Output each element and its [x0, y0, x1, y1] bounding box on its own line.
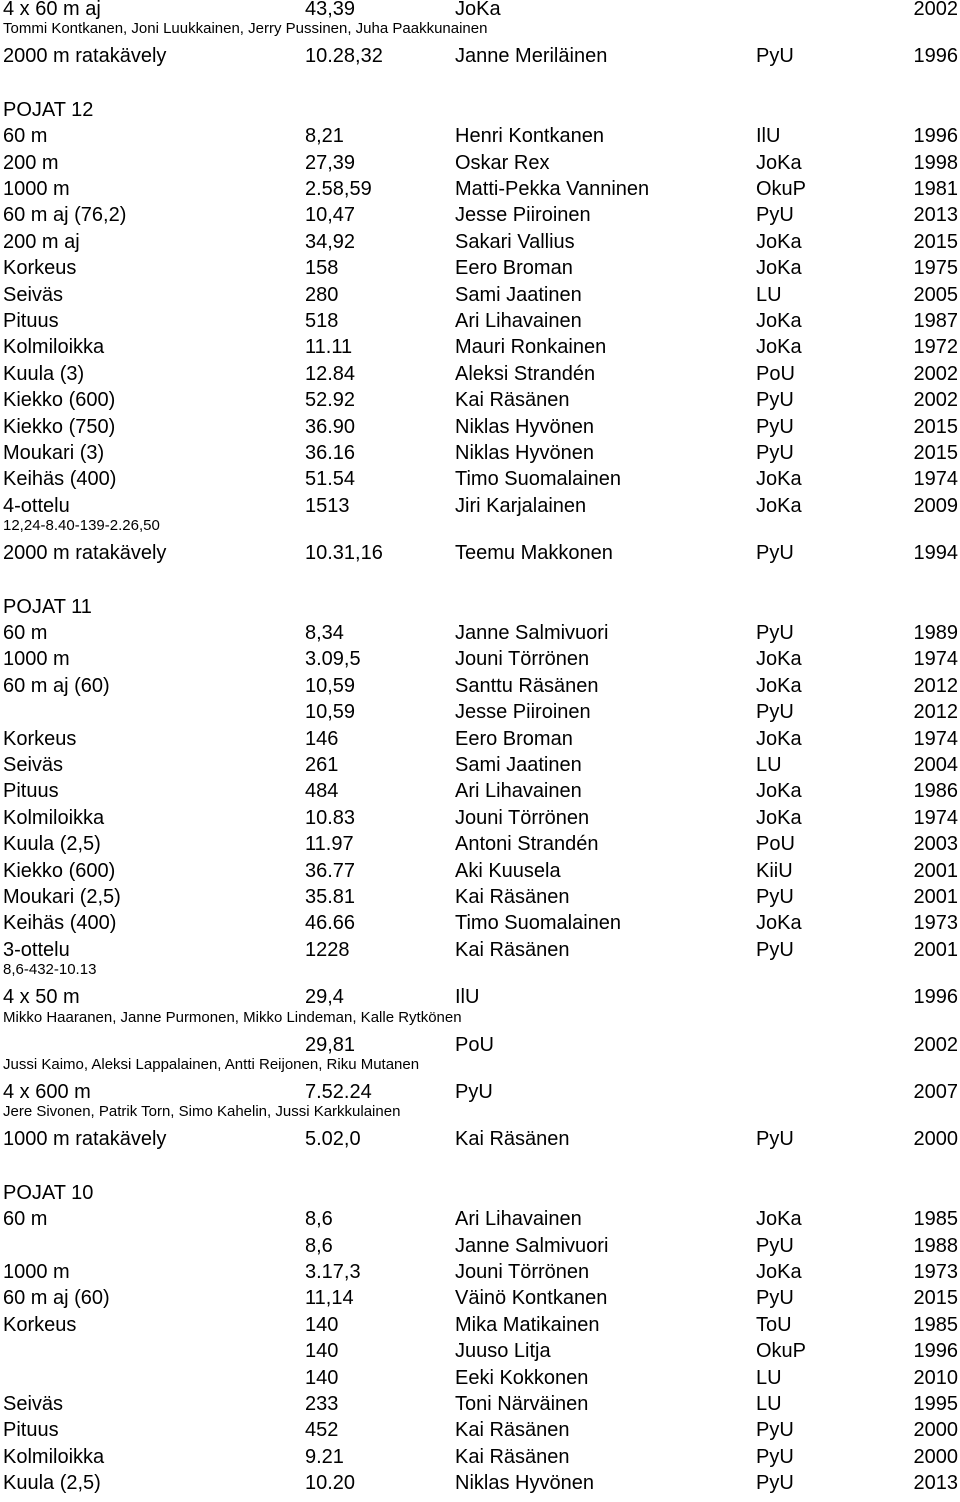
section-heading: POJAT 10 — [3, 1181, 94, 1204]
record-row — [0, 1126, 960, 1152]
record-row — [0, 1417, 960, 1443]
club-cell: LU — [756, 1393, 782, 1415]
club-cell: PyU — [756, 1445, 794, 1468]
athlete-cell: Santtu Räsänen — [455, 674, 599, 697]
club-cell: PyU — [756, 886, 794, 908]
record-row — [0, 1206, 960, 1232]
result-cell: 10.28,32 — [305, 45, 383, 68]
athlete-cell: Janne Meriläinen — [455, 45, 608, 68]
section-heading: POJAT 11 — [3, 595, 92, 618]
club-cell: JoKa — [756, 336, 802, 359]
result-cell: 27,39 — [305, 151, 356, 174]
record-row — [0, 440, 960, 466]
event-cell: 60 m — [3, 622, 48, 644]
record-row — [0, 1285, 960, 1311]
athlete-cell: Matti-Pekka Vanninen — [455, 178, 650, 200]
result-cell: 51.54 — [305, 468, 356, 491]
athlete-cell: Kai Räsänen — [455, 1445, 570, 1468]
event-cell: Pituus — [3, 1419, 59, 1442]
club-cell: JoKa — [756, 257, 802, 280]
athlete-cell: Janne Salmivuori — [455, 1234, 609, 1257]
year-cell: 1994 — [913, 542, 958, 565]
year-cell: 2004 — [913, 754, 958, 776]
record-row — [0, 858, 960, 884]
event-cell: 1000 m — [3, 1261, 70, 1283]
year-cell: 2015 — [913, 415, 958, 438]
event-cell: Keihäs (400) — [3, 468, 117, 491]
club-cell: JoKa — [756, 1261, 802, 1283]
athlete-cell: Ari Lihavainen — [455, 780, 582, 803]
athlete-cell: PyU — [455, 1081, 493, 1103]
record-row — [0, 540, 960, 566]
year-cell: 2012 — [913, 701, 958, 724]
year-cell: 1985 — [913, 1313, 958, 1336]
athlete-cell: Mauri Ronkainen — [455, 336, 607, 359]
event-cell: 60 m aj (60) — [3, 674, 110, 697]
year-cell: 2002 — [913, 0, 958, 20]
record-row — [0, 282, 960, 308]
event-cell: 4 x 60 m aj — [3, 0, 101, 20]
record-row — [0, 255, 960, 281]
event-cell: 60 m aj (76,2) — [3, 204, 127, 227]
record-row — [0, 831, 960, 857]
athlete-cell: Jouni Törrönen — [455, 648, 590, 671]
record-note: Tommi Kontkanen, Joni Luukkainen, Jerry Pussinen, Juha Paakkunainen — [3, 20, 488, 38]
year-cell: 2000 — [913, 1128, 958, 1151]
year-cell: 2013 — [913, 204, 958, 227]
club-cell: JoKa — [756, 912, 802, 935]
record-row — [0, 466, 960, 492]
event-cell: Kolmiloikka — [3, 336, 105, 359]
event-cell: 4 x 600 m — [3, 1081, 91, 1103]
event-cell: Korkeus — [3, 1313, 77, 1336]
result-cell: 8,6 — [305, 1208, 333, 1231]
record-note: 12,24-8.40-139-2.26,50 — [3, 517, 160, 535]
club-cell: PyU — [756, 542, 794, 565]
club-cell: PyU — [756, 1419, 794, 1442]
athlete-cell: Oskar Rex — [455, 151, 550, 174]
record-row — [0, 673, 960, 699]
event-cell: 1000 m ratakävely — [3, 1128, 167, 1151]
event-cell: 4-ottelu — [3, 494, 70, 517]
event-cell: Keihäs (400) — [3, 912, 117, 935]
record-row — [0, 1391, 960, 1417]
result-cell: 43,39 — [305, 0, 356, 20]
result-cell: 484 — [305, 780, 339, 803]
club-cell: LU — [756, 754, 782, 776]
year-cell: 2012 — [913, 674, 958, 697]
event-cell: Kuula (3) — [3, 362, 85, 385]
athlete-cell: Eero Broman — [455, 727, 573, 750]
result-cell: 7.52.24 — [305, 1081, 372, 1103]
club-cell: ToU — [756, 1313, 792, 1336]
event-cell: 2000 m ratakävely — [3, 542, 167, 565]
event-cell: Kolmiloikka — [3, 1445, 105, 1468]
event-cell: 200 m — [3, 151, 59, 174]
record-row — [0, 1079, 960, 1105]
athlete-cell: Ari Lihavainen — [455, 310, 582, 332]
result-cell: 8,6 — [305, 1234, 333, 1257]
athlete-cell: Sami Jaatinen — [455, 754, 582, 776]
record-row — [0, 0, 960, 22]
athlete-cell: Sami Jaatinen — [455, 283, 582, 306]
record-row — [0, 150, 960, 176]
record-row — [0, 1032, 960, 1058]
year-cell: 2010 — [913, 1366, 958, 1389]
record-row — [0, 699, 960, 725]
athlete-cell: Teemu Makkonen — [455, 542, 613, 565]
event-cell: Korkeus — [3, 257, 77, 280]
club-cell: LU — [756, 283, 782, 306]
athlete-cell: PoU — [455, 1033, 494, 1056]
year-cell: 1998 — [913, 151, 958, 174]
record-row — [0, 620, 960, 646]
result-cell: 10.83 — [305, 806, 356, 829]
record-row — [0, 123, 960, 149]
year-cell: 1995 — [913, 1393, 958, 1415]
athlete-cell: Niklas Hyvönen — [455, 415, 594, 438]
year-cell: 2002 — [913, 1033, 958, 1056]
year-cell: 2001 — [913, 938, 958, 961]
athlete-cell: Jouni Törrönen — [455, 806, 590, 829]
club-cell: JoKa — [756, 468, 802, 491]
event-cell: Pituus — [3, 780, 59, 803]
result-cell: 5.02,0 — [305, 1128, 361, 1151]
event-cell: Kuula (2,5) — [3, 833, 101, 856]
athlete-cell: Toni Närväinen — [455, 1393, 589, 1415]
athlete-cell: Kai Räsänen — [455, 1128, 570, 1151]
athlete-cell: Henri Kontkanen — [455, 125, 604, 148]
athlete-cell: JoKa — [455, 0, 501, 20]
year-cell: 1974 — [913, 468, 958, 491]
athlete-cell: Aleksi Strandén — [455, 362, 596, 385]
event-cell: Pituus — [3, 310, 59, 332]
athlete-cell: Jouni Törrönen — [455, 1261, 590, 1283]
result-cell: 280 — [305, 283, 339, 306]
event-cell: 4 x 50 m — [3, 986, 80, 1009]
athlete-cell: Kai Räsänen — [455, 389, 570, 412]
athlete-cell: Jiri Karjalainen — [455, 494, 587, 517]
year-cell: 1996 — [913, 1340, 958, 1363]
athlete-cell: Kai Räsänen — [455, 886, 570, 908]
record-row — [0, 1259, 960, 1285]
record-row — [0, 1365, 960, 1391]
result-cell: 233 — [305, 1393, 339, 1415]
year-cell: 1987 — [913, 310, 958, 332]
year-cell: 1996 — [913, 45, 958, 68]
event-cell: 3-ottelu — [3, 938, 70, 961]
result-cell: 140 — [305, 1366, 339, 1389]
athlete-cell: Antoni Strandén — [455, 833, 599, 856]
record-row — [0, 334, 960, 360]
event-cell: Kiekko (600) — [3, 389, 116, 412]
result-cell: 1228 — [305, 938, 350, 961]
year-cell: 2000 — [913, 1419, 958, 1442]
record-note: Mikko Haaranen, Janne Purmonen, Mikko Lindeman, Kalle Rytkönen — [3, 1008, 462, 1026]
record-row — [0, 493, 960, 519]
athlete-cell: Niklas Hyvönen — [455, 1472, 594, 1495]
record-row — [0, 1338, 960, 1364]
athlete-cell: Timo Suomalainen — [455, 468, 622, 491]
athlete-cell: IlU — [455, 986, 480, 1009]
club-cell: PyU — [756, 442, 794, 464]
year-cell: 1973 — [913, 912, 958, 935]
record-note: Jere Sivonen, Patrik Torn, Simo Kahelin, Jussi Karkkulainen — [3, 1103, 401, 1121]
club-cell: JoKa — [756, 648, 802, 671]
record-row — [0, 937, 960, 963]
result-cell: 34,92 — [305, 230, 356, 253]
result-cell: 8,34 — [305, 622, 344, 644]
result-cell: 10,59 — [305, 674, 356, 697]
athlete-cell: Jesse Piiroinen — [455, 701, 591, 724]
club-cell: KiiU — [756, 859, 793, 882]
result-cell: 10.31,16 — [305, 542, 383, 565]
year-cell: 1989 — [913, 622, 958, 644]
athlete-cell: Kai Räsänen — [455, 1419, 570, 1442]
event-cell: Kuula (2,5) — [3, 1472, 101, 1495]
year-cell: 2000 — [913, 1445, 958, 1468]
result-cell: 518 — [305, 310, 339, 332]
year-cell: 1974 — [913, 727, 958, 750]
club-cell: PyU — [756, 701, 794, 724]
year-cell: 1981 — [913, 178, 958, 200]
year-cell: 2001 — [913, 886, 958, 908]
club-cell: PyU — [756, 1128, 794, 1151]
year-cell: 2015 — [913, 442, 958, 464]
year-cell: 2005 — [913, 283, 958, 306]
event-cell: 1000 m — [3, 178, 70, 200]
result-cell: 12.84 — [305, 362, 356, 385]
club-cell: JoKa — [756, 674, 802, 697]
athlete-cell: Niklas Hyvönen — [455, 442, 594, 464]
year-cell: 1988 — [913, 1234, 958, 1257]
club-cell: PyU — [756, 415, 794, 438]
club-cell: PyU — [756, 45, 794, 68]
result-cell: 52.92 — [305, 389, 356, 412]
section-heading: POJAT 12 — [3, 98, 94, 121]
year-cell: 2002 — [913, 362, 958, 385]
event-cell: 60 m — [3, 125, 48, 148]
year-cell: 1974 — [913, 806, 958, 829]
club-cell: JoKa — [756, 727, 802, 750]
result-cell: 29,81 — [305, 1033, 356, 1056]
year-cell: 1974 — [913, 648, 958, 671]
event-cell: Seiväs — [3, 754, 64, 776]
year-cell: 1975 — [913, 257, 958, 280]
club-cell: JoKa — [756, 494, 802, 517]
result-cell: 452 — [305, 1419, 339, 1442]
year-cell: 1973 — [913, 1261, 958, 1283]
year-cell: 2015 — [913, 1287, 958, 1310]
club-cell: JoKa — [756, 230, 802, 253]
club-cell: LU — [756, 1366, 782, 1389]
result-cell: 261 — [305, 754, 339, 776]
record-row — [0, 387, 960, 413]
record-row — [0, 361, 960, 387]
athlete-cell: Ari Lihavainen — [455, 1208, 582, 1231]
year-cell: 1986 — [913, 780, 958, 803]
result-cell: 10.20 — [305, 1472, 356, 1495]
record-row — [0, 1233, 960, 1259]
result-cell: 10,59 — [305, 701, 356, 724]
event-cell: 2000 m ratakävely — [3, 45, 167, 68]
record-row — [0, 1470, 960, 1496]
athlete-cell: Juuso Litja — [455, 1340, 551, 1363]
club-cell: PyU — [756, 938, 794, 961]
record-note: Jussi Kaimo, Aleksi Lappalainen, Antti Reijonen, Riku Mutanen — [3, 1056, 420, 1073]
record-row — [0, 752, 960, 778]
year-cell: 2013 — [913, 1472, 958, 1495]
record-row — [0, 1312, 960, 1338]
athlete-cell: Jesse Piiroinen — [455, 204, 591, 227]
record-row — [0, 1444, 960, 1470]
record-row — [0, 414, 960, 440]
club-cell: PoU — [756, 362, 795, 385]
result-cell: 36.16 — [305, 442, 356, 464]
event-cell: Kiekko (750) — [3, 415, 116, 438]
event-cell: 60 m aj (60) — [3, 1287, 110, 1310]
year-cell: 1996 — [913, 986, 958, 1009]
club-cell: OkuP — [756, 1340, 807, 1363]
result-cell: 29,4 — [305, 986, 344, 1009]
record-row — [0, 778, 960, 804]
result-cell: 36.77 — [305, 859, 356, 882]
club-cell: OkuP — [756, 178, 807, 200]
record-note: 8,6-432-10.13 — [3, 961, 97, 979]
athlete-cell: Eeki Kokkonen — [455, 1366, 589, 1389]
record-row — [0, 726, 960, 752]
club-cell: JoKa — [756, 151, 802, 174]
result-cell: 10,47 — [305, 204, 356, 227]
athlete-cell: Aki Kuusela — [455, 859, 561, 882]
record-row — [0, 884, 960, 910]
club-cell: PyU — [756, 622, 794, 644]
record-row — [0, 646, 960, 672]
club-cell: PyU — [756, 204, 794, 227]
club-cell: IlU — [756, 125, 781, 148]
athlete-cell: Timo Suomalainen — [455, 912, 622, 935]
club-cell: PyU — [756, 389, 794, 412]
result-cell: 11,14 — [305, 1287, 354, 1310]
record-row — [0, 229, 960, 255]
club-cell: PyU — [756, 1472, 794, 1495]
event-cell: Moukari (2,5) — [3, 886, 121, 908]
year-cell: 2002 — [913, 389, 958, 412]
club-cell: JoKa — [756, 780, 802, 803]
result-cell: 8,21 — [305, 125, 344, 148]
club-cell: JoKa — [756, 310, 802, 332]
event-cell: 60 m — [3, 1208, 48, 1231]
record-row — [0, 202, 960, 228]
event-cell: Kiekko (600) — [3, 859, 116, 882]
year-cell: 2001 — [913, 859, 958, 882]
record-row — [0, 910, 960, 936]
result-cell: 1513 — [305, 494, 350, 517]
result-cell: 3.17,3 — [305, 1261, 361, 1283]
year-cell: 1996 — [913, 125, 958, 148]
athlete-cell: Eero Broman — [455, 257, 573, 280]
event-cell: Seiväs — [3, 1393, 64, 1415]
result-cell: 140 — [305, 1313, 339, 1336]
year-cell: 2007 — [913, 1081, 958, 1103]
event-cell: Korkeus — [3, 727, 77, 750]
club-cell: PyU — [756, 1234, 794, 1257]
result-cell: 46.66 — [305, 912, 356, 935]
year-cell: 2015 — [913, 230, 958, 253]
year-cell: 2003 — [913, 833, 958, 856]
result-cell: 158 — [305, 257, 339, 280]
result-cell: 11.97 — [305, 833, 354, 856]
record-row — [0, 984, 960, 1010]
event-cell: Seiväs — [3, 283, 64, 306]
year-cell: 2009 — [913, 494, 958, 517]
result-cell: 3.09,5 — [305, 648, 361, 671]
record-row — [0, 805, 960, 831]
club-cell: PyU — [756, 1287, 794, 1310]
event-cell: Moukari (3) — [3, 442, 105, 464]
result-cell: 2.58,59 — [305, 178, 372, 200]
record-row — [0, 43, 960, 69]
athlete-cell: Väinö Kontkanen — [455, 1287, 608, 1310]
result-cell: 36.90 — [305, 415, 356, 438]
record-row — [0, 308, 960, 334]
event-cell: Kolmiloikka — [3, 806, 105, 829]
club-cell: JoKa — [756, 806, 802, 829]
event-cell: 1000 m — [3, 648, 70, 671]
event-cell: 200 m aj — [3, 230, 80, 253]
year-cell: 1972 — [913, 336, 958, 359]
athlete-cell: Sakari Vallius — [455, 230, 575, 253]
result-cell: 11.11 — [305, 336, 353, 359]
result-cell: 9.21 — [305, 1445, 344, 1468]
athlete-cell: Kai Räsänen — [455, 938, 570, 961]
record-row — [0, 176, 960, 202]
club-cell: JoKa — [756, 1208, 802, 1231]
athlete-cell: Mika Matikainen — [455, 1313, 600, 1336]
club-cell: PoU — [756, 833, 795, 856]
result-cell: 140 — [305, 1340, 339, 1363]
athlete-cell: Janne Salmivuori — [455, 622, 609, 644]
result-cell: 146 — [305, 727, 339, 750]
year-cell: 1985 — [913, 1208, 958, 1231]
result-cell: 35.81 — [305, 886, 356, 908]
